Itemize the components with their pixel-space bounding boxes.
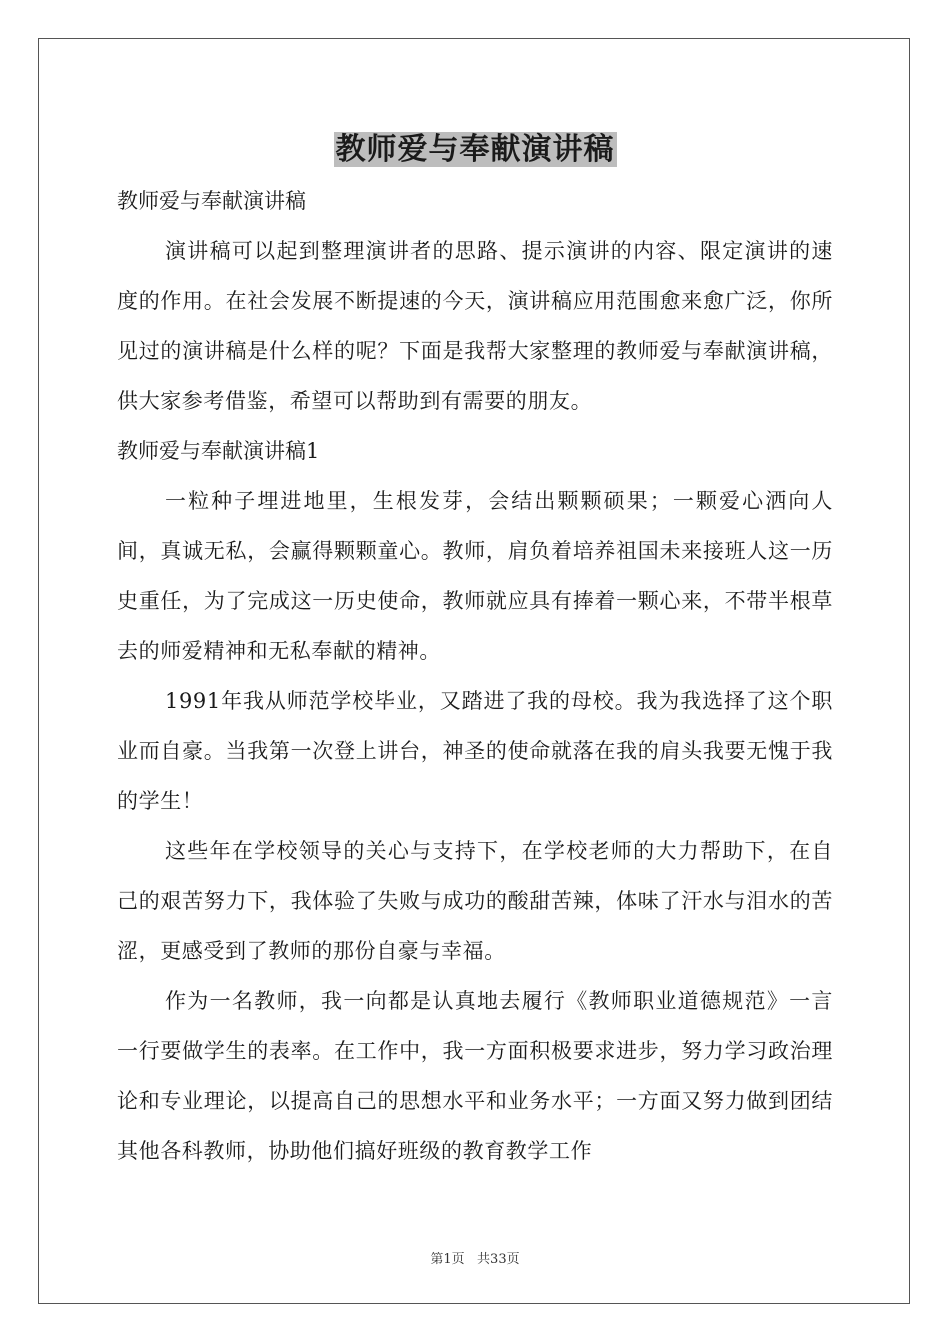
document-title	[0, 126, 950, 174]
body-paragraph: 1991年我从师范学校毕业，又踏进了我的母校。我为我选择了这个职业而自豪。当我第一次登上讲台，神圣的使命就落在我的肩头我要无愧于我的学生！	[117, 689, 833, 813]
document-subtitle-line: 教师爱与奉献演讲稿	[117, 189, 306, 213]
body-paragraph: 一粒种子埋进地里，生根发芽，会结出颗颗硕果；一颗爱心洒向人间，真诚无私，会赢得颗颗童心。教师，肩负着培养祖国未来接班人这一历史重任，为了完成这一历史使命，教师就应具有捧着一颗心来，不带半根草去的师爱精神和无私奉献的精神。	[117, 489, 833, 663]
document-body	[117, 176, 833, 1176]
intro-paragraph: 演讲稿可以起到整理演讲者的思路、提示演讲的内容、限定演讲的速度的作用。在社会发展不断提速的今天，演讲稿应用范围愈来愈广泛，你所见过的演讲稿是什么样的呢？下面是我帮大家整理的教师爱与奉献演讲稿，供大家参考借鉴，希望可以帮助到有需要的朋友。	[117, 239, 833, 413]
document-title-text: 教师爱与奉献演讲稿	[335, 132, 615, 167]
body-paragraph: 作为一名教师，我一向都是认真地去履行《教师职业道德规范》一言一行要做学生的表率。在工作中，我一方面积极要求进步，努力学习政治理论和专业理论，以提高自己的思想水平和业务水平；一方面又努力做到团结其他各科教师，协助他们搞好班级的教育教学工作	[117, 989, 833, 1163]
body-paragraph: 这些年在学校领导的关心与支持下，在学校老师的大力帮助下，在自己的艰苦努力下，我体验了失败与成功的酸甜苦辣，体味了汗水与泪水的苦涩，更感受到了教师的那份自豪与幸福。	[117, 839, 833, 963]
page-footer: 第1页 共33页	[430, 1252, 520, 1267]
section-heading: 教师爱与奉献演讲稿1	[117, 439, 320, 463]
